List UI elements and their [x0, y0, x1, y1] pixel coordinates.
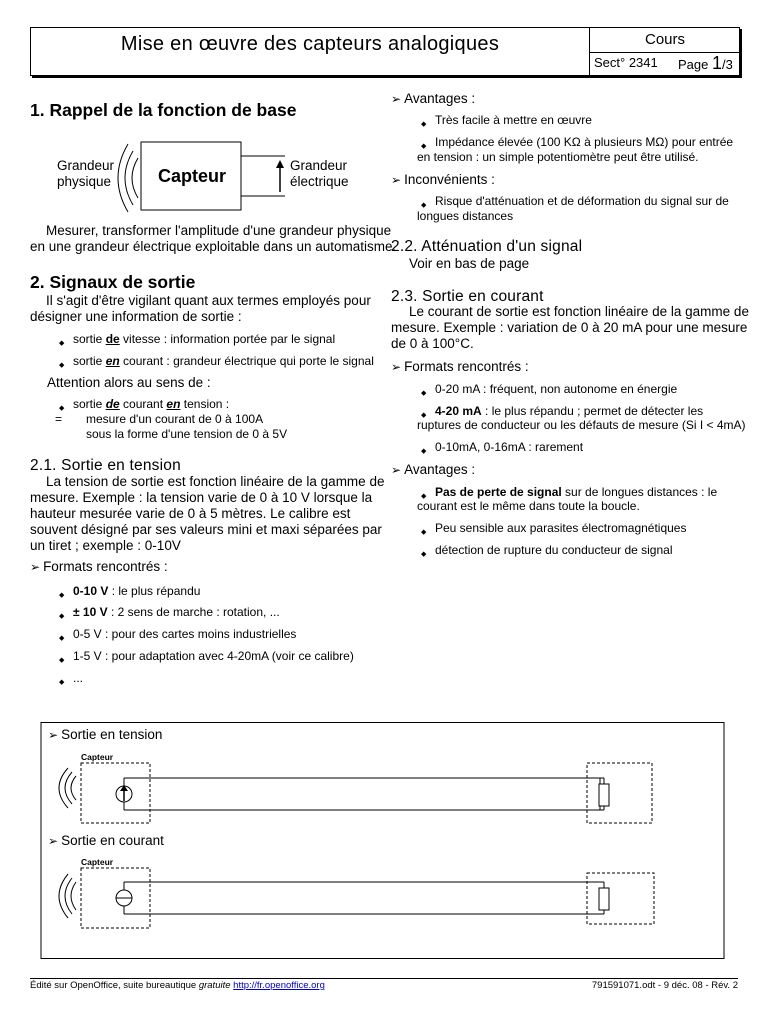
list-item-continuation: en tension : un simple potentiomètre peut être utilisé.	[417, 150, 699, 164]
footer-right: 791591071.odt - 9 déc. 08 - Rév. 2	[591, 980, 738, 991]
footer-left	[30, 980, 325, 991]
s2-intro-2: désigner une information de sortie :	[30, 309, 242, 324]
b3-mid: courant	[119, 397, 167, 411]
capteur-label: Capteur	[158, 166, 227, 186]
equals-sign: =	[55, 412, 63, 426]
list-item: ◆ détection de rupture du conducteur de signal	[435, 543, 673, 558]
diagram-capteur-label-1: Capteur	[81, 752, 114, 762]
s1-line-2: en une grandeur électrique exploitable dans un automatisme.	[30, 239, 397, 254]
s23-a1-text: sur de longues distances : le	[561, 485, 718, 499]
diagram-title-tension: ➢ Sortie en tension	[48, 727, 162, 743]
section-2-2-text: Voir en bas de page	[409, 256, 530, 271]
list-item: ◆ 0-20 mA : fréquent, non autonome en énergie	[435, 382, 677, 397]
header-box	[30, 27, 740, 76]
list-item: ◆ Peu sensible aux parasites électromagnétiques	[435, 521, 686, 536]
label-left-1: Grandeur	[57, 158, 115, 173]
list-item: ◆ Impédance élevée (100 KΩ à plusieurs MΩ) pour entrée	[435, 135, 733, 150]
section-1-text	[30, 223, 396, 255]
label-grandeur-electrique	[290, 158, 349, 190]
s21-line-2: mesure. Exemple : la tension varie de 0 à 10 V lorsque la	[30, 490, 373, 505]
list-item: ◆ Très facile à mettre en œuvre	[435, 113, 592, 128]
b3-post: tension :	[180, 397, 230, 411]
list-item	[435, 485, 717, 500]
b2-post: courant : grandeur électrique qui porte le signal	[119, 354, 374, 368]
eq-line-2: sous la forme d'une tension de 0 à 5V	[86, 427, 288, 441]
avantages-label: ➢ Avantages :	[391, 91, 475, 107]
s23-line-2: mesure. Exemple : variation de 0 à 20 mA pour une mesure	[391, 320, 748, 335]
s23-line-1: Le courant de sortie est fonction linéaire de la gamme de	[409, 304, 749, 319]
f2-bold: ± 10 V	[73, 605, 108, 619]
s23-f2-bold: 4-20 mA	[435, 404, 482, 418]
f1-bold: 0-10 V	[73, 584, 109, 598]
page-number	[678, 54, 733, 74]
label-right-2: électrique	[290, 174, 349, 189]
list-item: ◆ ...	[73, 671, 83, 686]
label-grandeur-physique	[57, 158, 114, 190]
b1-post: vitesse : information portée par le signal	[119, 332, 336, 346]
section-2-2-heading: 2.2. Atténuation d'un signal	[391, 238, 583, 255]
b1-pre: sortie	[73, 332, 106, 346]
page-current: 1	[711, 53, 722, 73]
footer-divider	[30, 978, 738, 979]
list-item	[73, 605, 280, 620]
attention-text: Attention alors au sens de :	[47, 375, 211, 390]
s1-line-1: Mesurer, transformer l'amplitude d'une grandeur physique	[46, 223, 392, 238]
list-item-continuation: courant est le même dans toute la boucle.	[417, 499, 640, 513]
diagram-capteur-label-2: Capteur	[81, 857, 114, 867]
section-2-1-heading: 2.1. Sortie en tension	[30, 457, 181, 474]
openoffice-link[interactable]: http://fr.openoffice.org	[233, 980, 325, 991]
equivalence-text	[86, 412, 287, 442]
list-item-continuation: longues distances	[417, 209, 514, 223]
course-label: Cours	[644, 31, 685, 48]
b3-pre: sortie	[73, 397, 106, 411]
section-2-3-text	[391, 304, 749, 352]
footer-emphasis: gratuite	[198, 980, 231, 991]
formats-label-courant: ➢ Formats rencontrés :	[391, 359, 529, 375]
b2-pre: sortie	[73, 354, 106, 368]
s21-line-5: un tiret ; exemple : 0-10V	[30, 538, 181, 553]
s21-line-1: La tension de sortie est fonction linéaire de la gamme de	[46, 474, 385, 489]
section-code: Sect° 2341	[594, 55, 658, 70]
formats-label: ➢ Formats rencontrés :	[30, 559, 168, 575]
s23-f2-text: : le plus répandu ; permet de détecter les	[481, 404, 704, 418]
list-item	[73, 397, 229, 412]
label-left-2: physique	[57, 174, 112, 189]
page-label: Page	[678, 57, 712, 72]
avantages-label-courant: ➢ Avantages :	[391, 462, 475, 478]
footer-text: Édité sur OpenOffice, suite bureautique	[30, 980, 199, 991]
b3-keyword-1: de	[105, 397, 120, 411]
section-1-heading: 1. Rappel de la fonction de base	[30, 100, 297, 120]
s2-intro-1: Il s'agit d'être vigilant quant aux termes employés pour	[46, 293, 371, 308]
f2-text: : 2 sens de marche : rotation, ...	[107, 605, 280, 619]
section-2-intro	[30, 293, 371, 325]
list-item	[73, 584, 200, 599]
label-right-1: Grandeur	[290, 158, 348, 173]
section-2-1-text	[30, 474, 384, 554]
header-info	[589, 28, 740, 75]
list-item-continuation: ruptures de conducteur ou les défauts de mesure (Si I < 4mA)	[417, 418, 746, 432]
b3-keyword-2: en	[166, 397, 181, 411]
s23-a1-bold: Pas de perte de signal	[435, 485, 562, 499]
diagram-title-courant: ➢ Sortie en courant	[48, 833, 164, 849]
list-item	[73, 354, 374, 369]
page-total: /3	[722, 57, 733, 72]
section-2-heading: 2. Signaux de sortie	[30, 272, 196, 292]
list-item	[73, 332, 335, 347]
b1-keyword: de	[105, 332, 120, 346]
list-item: ◆ 0-5 V : pour des cartes moins industrielles	[73, 627, 296, 642]
s21-line-3: hauteur mesurée varie de 0 à 5 mètres. Le calibre est	[30, 506, 351, 521]
list-item: ◆ Risque d'atténuation et de déformation du signal sur de	[435, 194, 729, 209]
page-title: Mise en œuvre des capteurs analogiques	[120, 33, 500, 55]
eq-line-1: mesure d'un courant de 0 à 100A	[86, 412, 264, 426]
section-2-3-heading: 2.3. Sortie en courant	[391, 288, 544, 305]
b2-keyword: en	[105, 354, 120, 368]
list-item: ◆ 1-5 V : pour adaptation avec 4-20mA (voir ce calibre)	[73, 649, 354, 664]
list-item	[435, 404, 703, 419]
s21-line-4: souvent désigné par ses valeurs mini et maxi séparées par	[30, 522, 382, 537]
s23-line-3: de 0 à 100°C.	[391, 336, 474, 351]
f1-text: : le plus répandu	[108, 584, 201, 598]
inconvenients-label: ➢ Inconvénients :	[391, 172, 495, 188]
list-item: ◆ 0-10mA, 0-16mA : rarement	[435, 440, 583, 455]
